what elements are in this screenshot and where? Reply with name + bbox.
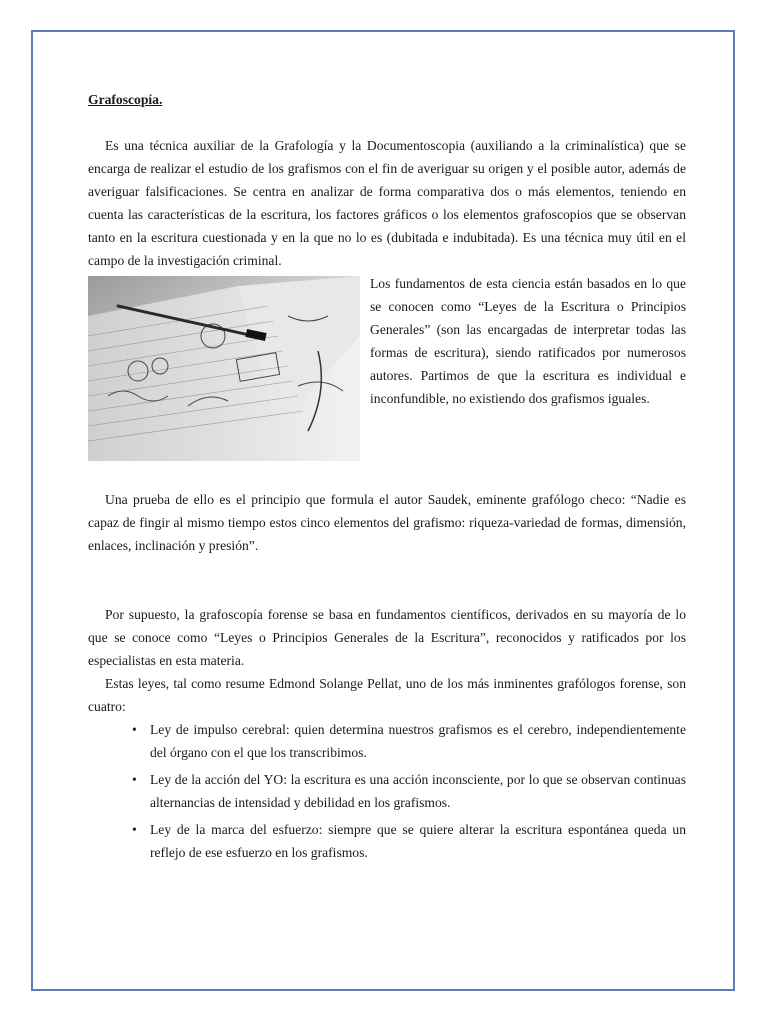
paragraph-fundamentos: Los fundamentos de esta ciencia están basados en lo que se conocen como “Leyes de la Escritura o Principios Generales” (son las encargadas de interpretar todas las formas de escritura), siendo ratificados por numerosos autores. Partimos de que la escritura es individual e inconfundible, no existiendo dos grafismos iguales. — [370, 276, 686, 406]
list-item-text: Ley de la marca del esfuerzo: siempre que se quiere alterar la escritura espontánea queda un reflejo de ese esfuerzo en los grafismos. — [150, 822, 686, 860]
paragraph-leyes: Estas leyes, tal como resume Edmond Solange Pellat, uno de los más inminentes grafólogos forense, son cuatro: — [88, 676, 686, 714]
list-item — [132, 768, 686, 814]
notebook-photo — [88, 276, 360, 461]
document-body — [88, 88, 686, 864]
bullet-icon: • — [132, 822, 137, 837]
list-item — [132, 718, 686, 764]
bullet-icon: • — [132, 722, 137, 737]
laws-list — [88, 718, 686, 864]
paragraph-forense: Por supuesto, la grafoscopía forense se basa en fundamentos científicos, derivados en su mayoría de lo que se conoce como “Leyes o Principios Generales de la Escritura”, reconocidos y ratificados por los especialistas en esta materia. — [88, 607, 686, 668]
list-item-text: Ley de la acción del YO: la escritura es una acción inconsciente, por lo que se observan continuas alternancias de intensidad y debilidad en los grafismos. — [150, 772, 686, 810]
bullet-icon: • — [132, 772, 137, 787]
paragraph-intro: Es una técnica auxiliar de la Grafología y la Documentoscopia (auxiliando a la criminalística) que se encarga de realizar el estudio de los grafismos con el fin de averiguar su origen y el posible autor, además de averiguar falsificaciones. Se centra en analizar de forma comparativa dos o más elementos, teniendo en cuenta las características de la escritura, los factores gráficos o los elementos grafoscopios que se observan tanto en la escritura cuestionada y en la que no lo es (dubitada e indubitada). Es una técnica muy útil en el campo de la investigación criminal. — [88, 138, 686, 268]
list-item-text: Ley de impulso cerebral: quien determina nuestros grafismos es el cerebro, independientemente del órgano con el que los transcribimos. — [150, 722, 686, 760]
document-title: Grafoscopía. — [88, 92, 163, 107]
list-item — [132, 818, 686, 864]
paragraph-saudek: Una prueba de ello es el principio que formula el autor Saudek, eminente grafólogo checo: “Nadie es capaz de fingir al mismo tiempo estos cinco elementos del grafismo: riqueza-variedad de formas, dimensión, enlaces, inclinación y presión”. — [88, 492, 686, 553]
